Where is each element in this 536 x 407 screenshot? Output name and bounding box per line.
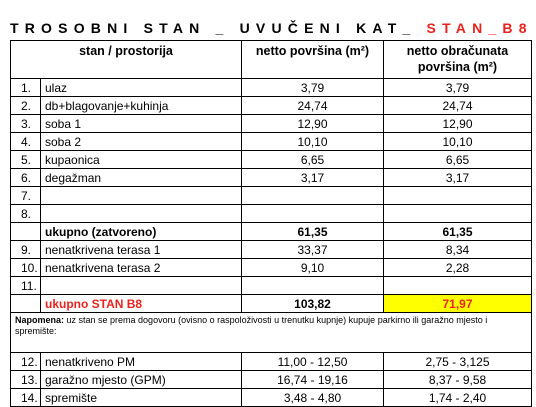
- row-number: 1.: [11, 79, 41, 97]
- net-area-value: [242, 187, 384, 205]
- area-table-body: [11, 41, 532, 407]
- calculated-area-value: 8,37 - 9,58: [384, 371, 532, 389]
- subtotal-net-value: 61,35: [242, 223, 384, 241]
- net-area-value: [242, 205, 384, 223]
- calculated-area-value: [384, 205, 532, 223]
- net-area-value: 11,00 - 12,50: [242, 353, 384, 371]
- room-name: ulaz: [41, 79, 242, 97]
- room-name: kupaonica: [41, 151, 242, 169]
- table-row: [11, 133, 532, 151]
- title-unit: STAN_B8: [426, 20, 533, 36]
- row-number: 14.: [11, 389, 41, 407]
- calculated-area-value: 3,79: [384, 79, 532, 97]
- room-name: nenatkrivena terasa 2: [41, 259, 242, 277]
- subtotal-row: [11, 223, 532, 241]
- room-name: [41, 187, 242, 205]
- table-row: [11, 97, 532, 115]
- total-net-value: 103,82: [242, 295, 384, 313]
- table-row: [11, 205, 532, 223]
- net-area-value: 6,65: [242, 151, 384, 169]
- table-row: [11, 241, 532, 259]
- note-label: Napomena:: [15, 315, 65, 325]
- net-area-value: [242, 277, 384, 295]
- table-row: [11, 79, 532, 97]
- area-table: [10, 40, 532, 407]
- header-row: [11, 41, 532, 79]
- calculated-area-value: 6,65: [384, 151, 532, 169]
- row-number: [11, 223, 41, 241]
- room-name: nenatkriveno PM: [41, 353, 242, 371]
- room-name: nenatkrivena terasa 1: [41, 241, 242, 259]
- row-number: 7.: [11, 187, 41, 205]
- room-name: soba 2: [41, 133, 242, 151]
- net-area-value: 3,79: [242, 79, 384, 97]
- row-number: 6.: [11, 169, 41, 187]
- total-calculated-value: 71,97: [384, 295, 532, 313]
- table-row: [11, 151, 532, 169]
- title-main: TROSOBNI STAN _ UVUČENI KAT_: [10, 20, 427, 36]
- room-name: soba 1: [41, 115, 242, 133]
- net-area-value: 24,74: [242, 97, 384, 115]
- net-area-value: 10,10: [242, 133, 384, 151]
- note-cell: [11, 313, 532, 353]
- table-row: [11, 371, 532, 389]
- net-area-value: 16,74 - 19,16: [242, 371, 384, 389]
- table-row: [11, 389, 532, 407]
- row-number: 12.: [11, 353, 41, 371]
- row-number: 2.: [11, 97, 41, 115]
- page-title: [10, 20, 533, 36]
- table-row: [11, 277, 532, 295]
- total-row: [11, 295, 532, 313]
- table-row: [11, 259, 532, 277]
- room-name: garažno mjesto (GPM): [41, 371, 242, 389]
- subtotal-calculated-value: 61,35: [384, 223, 532, 241]
- table-row: [11, 353, 532, 371]
- calculated-area-value: 12,90: [384, 115, 532, 133]
- header-calculated-area: netto obračunata površina (m²): [384, 41, 532, 79]
- table-row: [11, 187, 532, 205]
- calculated-area-value: [384, 277, 532, 295]
- row-number: 9.: [11, 241, 41, 259]
- row-number: 13.: [11, 371, 41, 389]
- net-area-value: 9,10: [242, 259, 384, 277]
- row-number: 11.: [11, 277, 41, 295]
- net-area-value: 33,37: [242, 241, 384, 259]
- table-row: [11, 169, 532, 187]
- calculated-area-value: [384, 187, 532, 205]
- calculated-area-value: 1,74 - 2,40: [384, 389, 532, 407]
- calculated-area-value: 2,75 - 3,125: [384, 353, 532, 371]
- header-net-area: netto površina (m²): [242, 41, 384, 79]
- room-name: db+blagovanje+kuhinja: [41, 97, 242, 115]
- table-row: [11, 115, 532, 133]
- net-area-value: 12,90: [242, 115, 384, 133]
- total-label: ukupno STAN B8: [41, 295, 242, 313]
- calculated-area-value: 2,28: [384, 259, 532, 277]
- net-area-value: 3,48 - 4,80: [242, 389, 384, 407]
- room-name: [41, 205, 242, 223]
- note-text: uz stan se prema dogovoru (ovisno o raspoloživosti u trenutku kupnje) kupuje parkirno ili garažno mjesto i spremište:: [15, 315, 488, 336]
- header-room: stan / prostorija: [11, 41, 242, 79]
- row-number: [11, 295, 41, 313]
- row-number: 5.: [11, 151, 41, 169]
- row-number: 3.: [11, 115, 41, 133]
- subtotal-label: ukupno (zatvoreno): [41, 223, 242, 241]
- net-area-value: 3,17: [242, 169, 384, 187]
- room-name: degažman: [41, 169, 242, 187]
- calculated-area-value: 8,34: [384, 241, 532, 259]
- row-number: 10.: [11, 259, 41, 277]
- room-name: [41, 277, 242, 295]
- calculated-area-value: 10,10: [384, 133, 532, 151]
- room-name: spremište: [41, 389, 242, 407]
- row-number: 8.: [11, 205, 41, 223]
- note-row: [11, 313, 532, 353]
- calculated-area-value: 3,17: [384, 169, 532, 187]
- row-number: 4.: [11, 133, 41, 151]
- calculated-area-value: 24,74: [384, 97, 532, 115]
